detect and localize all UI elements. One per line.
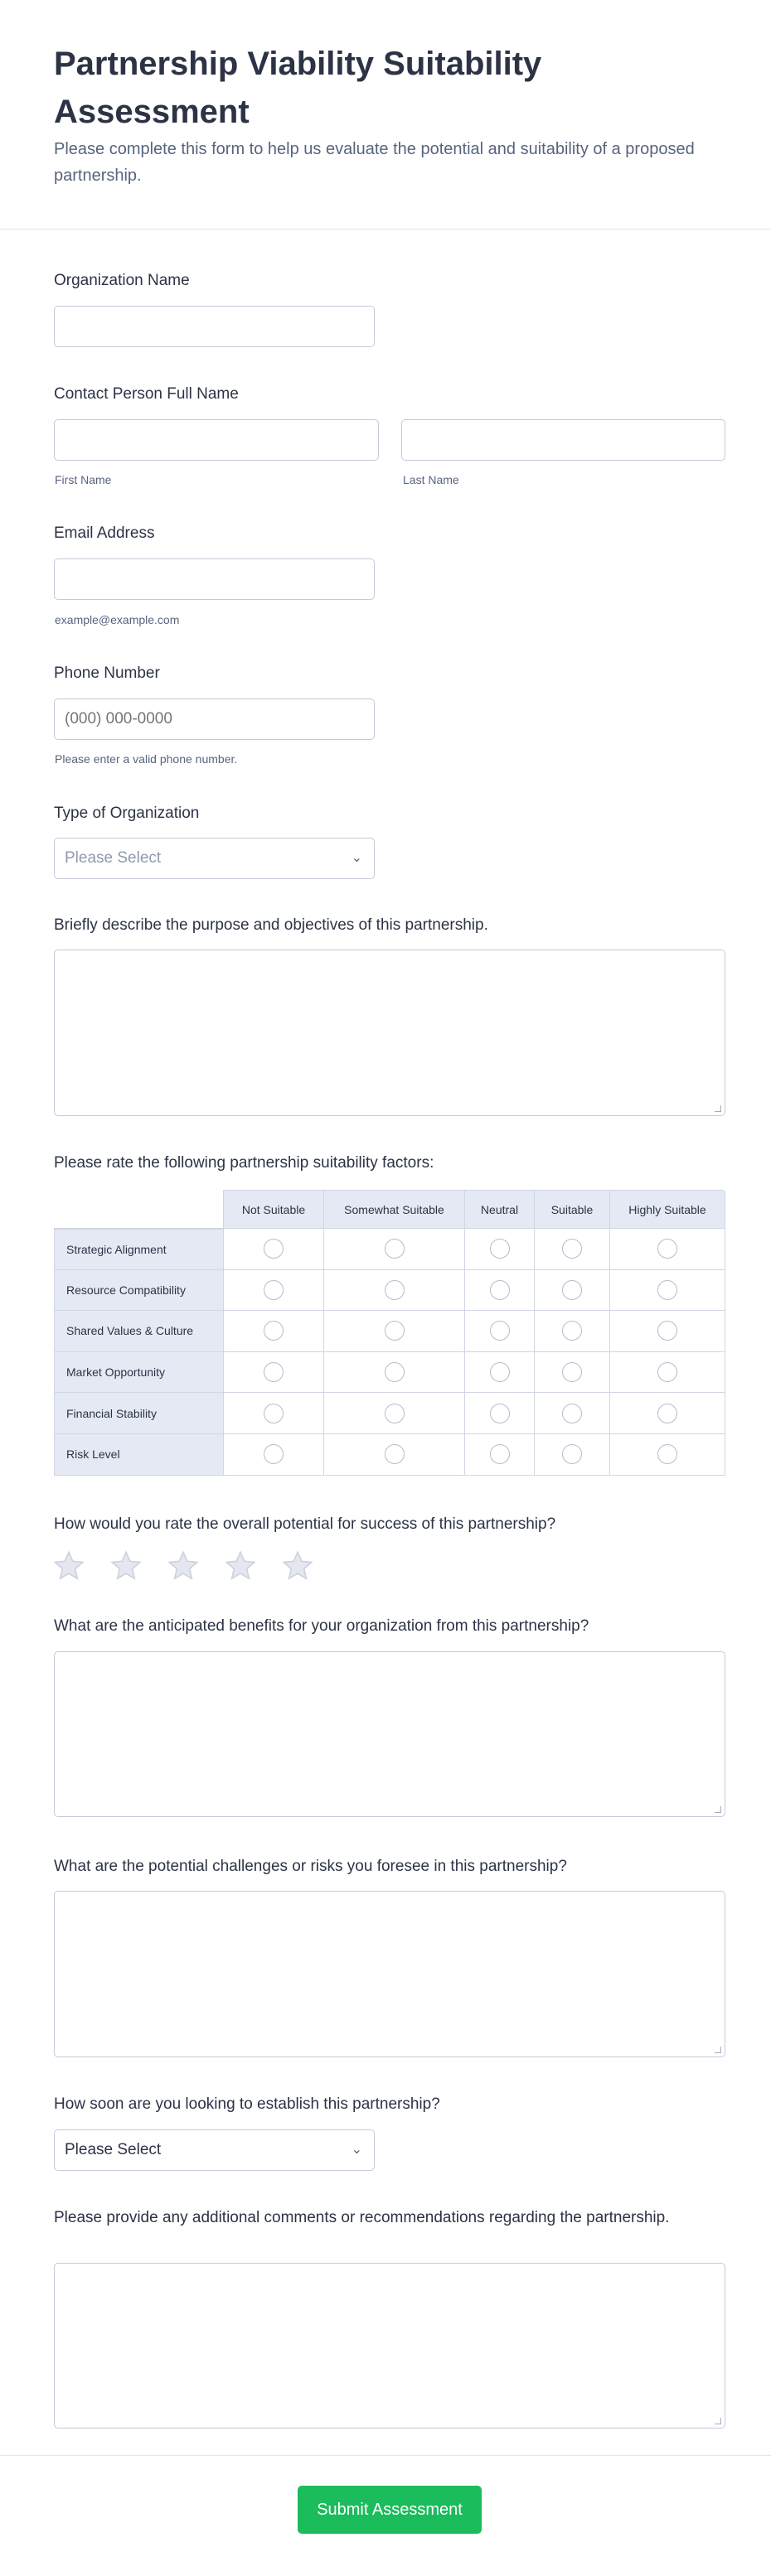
matrix-radio[interactable]	[562, 1362, 582, 1382]
matrix-cell	[324, 1270, 465, 1312]
matrix-radio[interactable]	[490, 1362, 510, 1382]
purpose-textarea[interactable]	[54, 950, 725, 1116]
matrix-column-header: Highly Suitable	[610, 1190, 725, 1229]
matrix-radio[interactable]	[657, 1362, 677, 1382]
matrix-cell	[535, 1229, 610, 1270]
comments-textarea[interactable]	[54, 2263, 725, 2429]
matrix-radio[interactable]	[490, 1239, 510, 1259]
matrix-cell	[610, 1270, 725, 1312]
org-type-value: Please Select	[65, 849, 162, 867]
matrix-column-header: Suitable	[535, 1190, 610, 1229]
matrix-cell	[465, 1311, 535, 1352]
matrix-cell	[224, 1270, 324, 1312]
timeline-value: Please Select	[65, 2141, 162, 2158]
matrix-radio[interactable]	[490, 1280, 510, 1300]
matrix-cell	[610, 1311, 725, 1352]
matrix-row	[54, 1270, 725, 1312]
suitability-matrix	[54, 1190, 725, 1476]
matrix-row-label: Strategic Alignment	[54, 1229, 224, 1270]
matrix-radio[interactable]	[657, 1444, 677, 1464]
email-input[interactable]	[54, 558, 375, 600]
matrix-radio[interactable]	[562, 1280, 582, 1300]
matrix-radio[interactable]	[385, 1362, 405, 1382]
matrix-column-header: Neutral	[465, 1190, 535, 1229]
star-icon[interactable]	[224, 1549, 257, 1583]
matrix-cell	[465, 1434, 535, 1476]
matrix-cell	[324, 1352, 465, 1394]
matrix-row	[54, 1393, 725, 1434]
matrix-row-label: Risk Level	[54, 1434, 224, 1476]
matrix-row	[54, 1229, 725, 1270]
matrix-radio[interactable]	[490, 1321, 510, 1341]
last-name-sublabel: Last Name	[403, 473, 459, 486]
matrix-cell	[535, 1393, 610, 1434]
phone-sublabel: Please enter a valid phone number.	[55, 752, 238, 766]
matrix-column-header: Not Suitable	[224, 1190, 324, 1229]
star-icon[interactable]	[109, 1549, 143, 1583]
star-icon[interactable]	[281, 1549, 314, 1583]
matrix-row-label: Shared Values & Culture	[54, 1311, 224, 1352]
matrix-cell	[224, 1352, 324, 1394]
matrix-row-label: Market Opportunity	[54, 1352, 224, 1394]
matrix-label: Please rate the following partnership suitability factors:	[54, 1154, 434, 1172]
matrix-radio[interactable]	[385, 1404, 405, 1423]
matrix-radio[interactable]	[264, 1444, 284, 1464]
matrix-row	[54, 1434, 725, 1476]
email-label: Email Address	[54, 524, 155, 542]
matrix-cell	[324, 1311, 465, 1352]
timeline-select[interactable]	[54, 2129, 375, 2171]
matrix-row	[54, 1311, 725, 1352]
matrix-cell	[465, 1270, 535, 1312]
phone-input[interactable]	[54, 698, 375, 740]
matrix-radio[interactable]	[490, 1404, 510, 1423]
star-icon[interactable]	[167, 1549, 200, 1583]
matrix-radio[interactable]	[490, 1444, 510, 1464]
matrix-radio[interactable]	[264, 1280, 284, 1300]
matrix-radio[interactable]	[657, 1239, 677, 1259]
timeline-label: How soon are you looking to establish this partnership?	[54, 2095, 440, 2113]
matrix-cell	[224, 1393, 324, 1434]
matrix-radio[interactable]	[264, 1321, 284, 1341]
matrix-radio[interactable]	[562, 1321, 582, 1341]
matrix-column-header: Somewhat Suitable	[324, 1190, 465, 1229]
org-type-select[interactable]	[54, 838, 375, 879]
matrix-cell	[324, 1229, 465, 1270]
purpose-label: Briefly describe the purpose and objectives of this partnership.	[54, 916, 488, 934]
matrix-cell	[465, 1393, 535, 1434]
contact-label: Contact Person Full Name	[54, 385, 239, 403]
first-name-sublabel: First Name	[55, 473, 112, 486]
challenges-label: What are the potential challenges or risks you foresee in this partnership?	[54, 1858, 567, 1875]
benefits-label: What are the anticipated benefits for your organization from this partnership?	[54, 1617, 589, 1635]
org-name-label: Organization Name	[54, 272, 190, 289]
matrix-radio[interactable]	[385, 1239, 405, 1259]
matrix-radio[interactable]	[264, 1239, 284, 1259]
matrix-row-label: Resource Compatibility	[54, 1270, 224, 1312]
matrix-row	[54, 1352, 725, 1394]
matrix-row-label: Financial Stability	[54, 1393, 224, 1434]
rating-label: How would you rate the overall potential for success of this partnership?	[54, 1515, 556, 1533]
challenges-textarea[interactable]	[54, 1891, 725, 2057]
matrix-radio[interactable]	[657, 1280, 677, 1300]
matrix-radio[interactable]	[385, 1280, 405, 1300]
matrix-radio[interactable]	[562, 1404, 582, 1423]
last-name-input[interactable]	[401, 419, 725, 461]
matrix-cell	[610, 1352, 725, 1394]
header-divider	[0, 229, 771, 230]
org-type-label: Type of Organization	[54, 805, 200, 822]
matrix-cell	[610, 1434, 725, 1476]
email-sublabel: example@example.com	[55, 613, 180, 626]
matrix-radio[interactable]	[562, 1239, 582, 1259]
matrix-cell	[535, 1434, 610, 1476]
matrix-cell	[465, 1352, 535, 1394]
matrix-cell	[535, 1270, 610, 1312]
comments-label: Please provide any additional comments or recommendations regarding the partnership.	[54, 2209, 670, 2226]
matrix-radio[interactable]	[657, 1404, 677, 1423]
matrix-cell	[610, 1229, 725, 1270]
matrix-cell	[224, 1311, 324, 1352]
submit-button[interactable]: Submit Assessment	[298, 2486, 482, 2534]
matrix-radio[interactable]	[264, 1404, 284, 1423]
matrix-cell	[324, 1434, 465, 1476]
footer-divider	[0, 2455, 771, 2456]
matrix-cell	[324, 1393, 465, 1434]
phone-label: Phone Number	[54, 665, 160, 682]
star-icon[interactable]	[52, 1549, 85, 1583]
matrix-cell	[465, 1229, 535, 1270]
benefits-textarea[interactable]	[54, 1651, 725, 1817]
matrix-cell	[224, 1229, 324, 1270]
matrix-cell	[535, 1311, 610, 1352]
page-description: Please complete this form to help us evaluate the potential and suitability of a proposed partnership.	[54, 140, 695, 185]
matrix-radio[interactable]	[657, 1321, 677, 1341]
matrix-radio[interactable]	[562, 1444, 582, 1464]
chevron-down-icon: ⌄	[351, 2143, 362, 2157]
matrix-cell	[224, 1434, 324, 1476]
matrix-cell	[535, 1352, 610, 1394]
matrix-cell	[610, 1393, 725, 1434]
page-title: Partnership Viability Suitability Assessment	[54, 46, 542, 130]
matrix-corner	[54, 1190, 224, 1229]
matrix-radio[interactable]	[385, 1321, 405, 1341]
matrix-radio[interactable]	[264, 1362, 284, 1382]
chevron-down-icon: ⌄	[351, 851, 362, 865]
first-name-input[interactable]	[54, 419, 379, 461]
org-name-input[interactable]	[54, 306, 375, 347]
matrix-radio[interactable]	[385, 1444, 405, 1464]
